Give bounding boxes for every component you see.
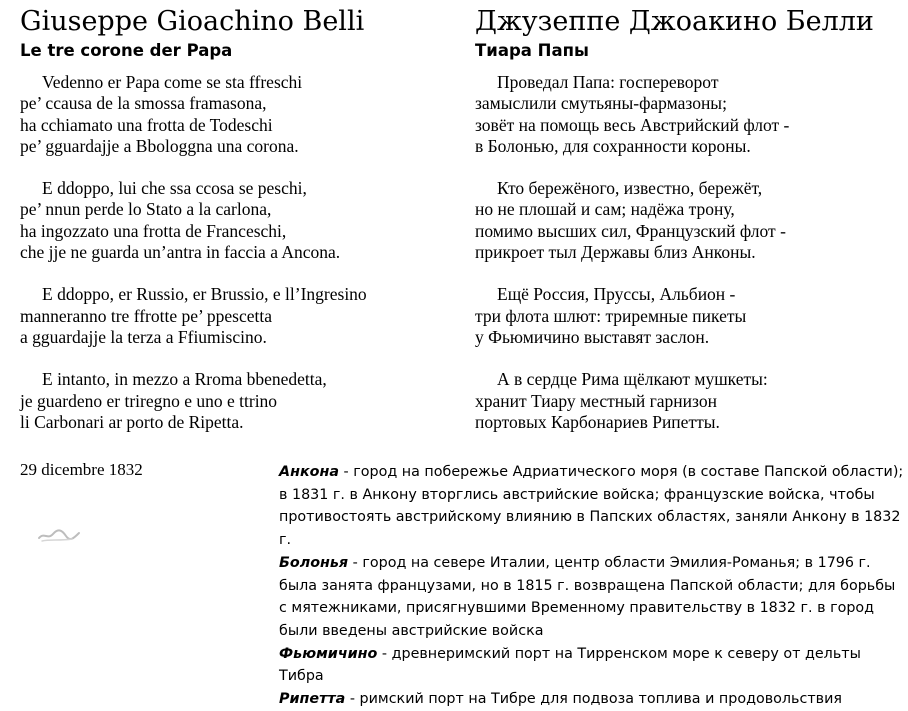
poem-line: но не плошай и сам; надёжа трону, <box>475 199 735 220</box>
footnote-text: - древнеримский порт на Тирренском море к северу от дельты Тибра <box>279 645 861 685</box>
italian-stanza-3 <box>20 284 460 348</box>
poem-line: замыслили смутьяны-фармазоны; <box>475 93 727 114</box>
poem-date: 29 dicembre 1832 <box>20 460 143 479</box>
russian-author: Джузеппе Джоакино Белли <box>475 6 874 37</box>
poem-line: a gguardajje la terza a Ffiumiscino. <box>20 326 267 347</box>
poem-line: je guardeno er triregno e uno e ttrino <box>20 390 278 411</box>
poem-line: Проведал Папа: госпереворот <box>497 72 719 92</box>
poem-line: manneranno tre ffrotte pe’ ppescetta <box>20 305 273 326</box>
poem-line: у Фьюмичино выставят заслон. <box>475 326 710 347</box>
russian-poem <box>475 72 905 433</box>
poem-line: pe’ ccausa de la smossa framasona, <box>20 93 267 114</box>
italian-author: Giuseppe Gioachino Belli <box>20 6 365 37</box>
russian-stanza-4 <box>475 369 905 433</box>
poem-line: в Болонью, для сохранности короны. <box>475 135 751 156</box>
italian-column <box>20 0 460 454</box>
poem-line: зовёт на помощь весь Австрийский флот - <box>475 114 790 135</box>
footnote-term: Болонья <box>279 554 349 571</box>
footnote-text: - римский порт на Тибре для подвоза топлива и продовольствия <box>345 691 842 708</box>
italian-title: Le tre corone der Papa <box>20 41 233 60</box>
poem-line: ha ingozzato una frotta de Franceschi, <box>20 220 287 241</box>
poem-line: ha cchiamato una frotta de Todeschi <box>20 114 273 135</box>
russian-column <box>475 0 905 454</box>
poem-line: А в сердце Рима щёлкают мушкеты: <box>497 369 768 390</box>
footnotes <box>279 461 904 711</box>
poem-line: прикроет тыл Державы близ Анконы. <box>475 242 756 263</box>
poem-line: E ddoppo, er Russio, er Brussio, e ll’Ingresino <box>42 284 367 305</box>
poem-line: три флота шлют: триремные пикеты <box>475 305 747 326</box>
russian-stanza-1 <box>475 72 905 157</box>
italian-stanza-2 <box>20 178 460 263</box>
footnote-ripetta <box>279 688 904 711</box>
russian-title: Тиара Папы <box>475 41 589 60</box>
italian-poem <box>20 72 460 433</box>
footnote-fiumicino <box>279 643 904 688</box>
footnote-ancona <box>279 461 904 552</box>
footnote-text: - город на севере Италии, центр области Эмилия-Романья; в 1796 г. была занята французами, но в 1815 г. возвращена Папской области; для борьбы с мятежниками, присягнувшими Временному правительству в 1832 г. в город были введены австрийские войска <box>279 554 896 639</box>
poem-line: Vedenno er Papa come se sta ffreschi <box>42 72 303 92</box>
poem-line: Кто бережёного, известно, бережёт, <box>497 178 763 199</box>
poem-line: E intanto, in mezzo a Rroma bbenedetta, <box>42 369 327 390</box>
russian-stanza-2 <box>475 178 905 263</box>
italian-stanza-4 <box>20 369 460 433</box>
poem-line: хранит Тиару местный гарнизон <box>475 390 717 411</box>
poem-line: che jje ne guarda un’antra in faccia a Ancona. <box>20 242 341 263</box>
footnote-bologna <box>279 552 904 643</box>
russian-stanza-3 <box>475 284 905 348</box>
poem-line: li Carbonari ar porto de Ripetta. <box>20 411 244 432</box>
footnote-text: - город на побережье Адриатического моря (в составе Папской области); в 1831 г. в Анкону вторглись австрийские войска; французские войска, чтобы противостоять австрийскому влиянию в Папских областях, заняли Анкону в 1832 г. <box>279 464 904 549</box>
poem-line: pe’ nnun perde lo Stato a la carlona, <box>20 199 272 220</box>
poem-line: pe’ gguardajje a Bbologgna una corona. <box>20 135 299 156</box>
footnote-term: Анкона <box>279 464 339 480</box>
poem-line: E ddoppo, lui che ssa ccosa se peschi, <box>42 178 307 199</box>
poem-line: помимо высших сил, Французский флот - <box>475 220 786 241</box>
footnote-term: Рипетта <box>279 691 346 708</box>
poem-line: Ещё Россия, Пруссы, Альбион - <box>497 284 736 305</box>
poem-line: портовых Карбонариев Рипетты. <box>475 411 720 432</box>
italian-stanza-1 <box>20 72 460 157</box>
signature-scribble <box>36 524 82 546</box>
footnote-term: Фьюмичино <box>279 645 378 662</box>
